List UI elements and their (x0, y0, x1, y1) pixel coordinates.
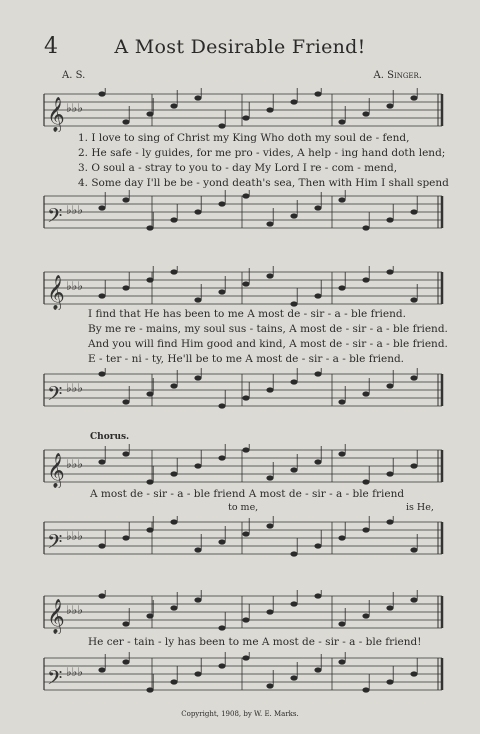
verse-1-line-2: I find that He has been to me A most de - sir - a - ble friend. (88, 308, 406, 320)
note-head (290, 379, 297, 384)
music-credit: A. Singer. (373, 70, 422, 81)
note-head (410, 463, 417, 468)
note-head (242, 395, 249, 400)
note-head (338, 535, 345, 540)
note-head (314, 459, 321, 464)
verse-4-line-2: E - ter - ni - ty, He'll be to me A most de - sir - a - ble friend. (88, 353, 405, 365)
key-signature-icon: ♭♭♭ (66, 457, 83, 471)
note-head (170, 679, 177, 684)
note-head (314, 667, 321, 672)
note-head (314, 91, 321, 96)
note-head (362, 527, 369, 532)
note-head (194, 547, 201, 552)
note-head (410, 297, 417, 302)
staff-system-3-bass (42, 516, 444, 560)
note-head (170, 383, 177, 388)
note-head (218, 123, 225, 128)
note-head (410, 375, 417, 380)
chorus-line-1: A most de - sir - a - ble friend A most de - sir - a - ble friend (90, 488, 405, 500)
note-head (266, 523, 273, 528)
staff-system-2-treble (42, 266, 444, 310)
note-head (146, 225, 153, 230)
copyright-notice: Copyright, 1908, by W. E. Marks. (181, 710, 299, 718)
note-head (386, 103, 393, 108)
bass-clef-icon: 𝄢 (47, 204, 63, 232)
note-head (290, 467, 297, 472)
note-head (386, 471, 393, 476)
note-head (170, 269, 177, 274)
note-head (146, 687, 153, 692)
note-head (98, 543, 105, 548)
verse-1-line-1: 1. I love to sing of Christ my King Who doth my soul de - fend, (78, 132, 410, 144)
note-head (122, 119, 129, 124)
note-head (362, 391, 369, 396)
note-head (242, 281, 249, 286)
staff-system-4-bass (42, 652, 444, 696)
treble-clef-icon: 𝄞 (47, 599, 65, 634)
note-head (266, 683, 273, 688)
note-head (266, 475, 273, 480)
key-signature-icon: ♭♭♭ (66, 279, 83, 293)
bass-clef-icon: 𝄢 (47, 382, 63, 410)
note-head (290, 601, 297, 606)
note-head (98, 459, 105, 464)
note-head (218, 539, 225, 544)
treble-clef-icon: 𝄞 (47, 453, 65, 488)
note-head (338, 621, 345, 626)
note-head (362, 479, 369, 484)
note-head (122, 621, 129, 626)
note-head (410, 597, 417, 602)
note-head (98, 205, 105, 210)
note-head (290, 213, 297, 218)
note-head (146, 527, 153, 532)
note-head (266, 107, 273, 112)
note-head (98, 371, 105, 376)
note-head (146, 479, 153, 484)
note-head (194, 95, 201, 100)
note-head (242, 447, 249, 452)
note-head (98, 91, 105, 96)
key-signature-icon: ♭♭♭ (66, 603, 83, 617)
key-signature-icon: ♭♭♭ (66, 101, 83, 115)
note-head (410, 209, 417, 214)
staff-system-3-treble (42, 444, 444, 488)
note-head (122, 535, 129, 540)
words-credit: A. S. (62, 70, 86, 81)
chorus-line-2: He cer - tain - ly has been to me A most de - sir - a - ble friend! (88, 636, 422, 648)
note-head (194, 375, 201, 380)
note-head (386, 269, 393, 274)
note-head (242, 655, 249, 660)
key-signature-icon: ♭♭♭ (66, 203, 83, 217)
staff-system-1-treble (42, 88, 444, 132)
note-head (410, 547, 417, 552)
note-head (314, 205, 321, 210)
note-head (218, 663, 225, 668)
note-head (170, 471, 177, 476)
note-head (362, 225, 369, 230)
note-head (170, 217, 177, 222)
note-head (338, 399, 345, 404)
note-head (194, 463, 201, 468)
note-head (386, 383, 393, 388)
note-head (122, 451, 129, 456)
verse-2-line-1: 2. He safe - ly guides, for me pro - vides, A help - ing hand doth lend; (78, 147, 446, 159)
key-signature-icon: ♭♭♭ (66, 381, 83, 395)
note-head (242, 531, 249, 536)
note-head (146, 277, 153, 282)
note-head (170, 519, 177, 524)
note-head (242, 617, 249, 622)
chorus-label: Chorus. (90, 432, 130, 442)
note-head (194, 597, 201, 602)
note-head (362, 687, 369, 692)
note-head (386, 519, 393, 524)
note-head (362, 277, 369, 282)
verse-3-line-2: And you will find Him good and kind, A most de - sir - a - ble friend. (88, 338, 448, 350)
note-head (98, 667, 105, 672)
note-head (122, 659, 129, 664)
staff-system-1-bass (42, 190, 444, 234)
key-signature-icon: ♭♭♭ (66, 529, 83, 543)
note-head (338, 285, 345, 290)
note-head (314, 543, 321, 548)
note-head (170, 103, 177, 108)
note-head (290, 301, 297, 306)
note-head (338, 451, 345, 456)
note-head (314, 593, 321, 598)
page-number: 4 (44, 34, 58, 59)
note-head (122, 285, 129, 290)
note-head (314, 293, 321, 298)
note-head (218, 289, 225, 294)
note-head (98, 593, 105, 598)
note-head (362, 111, 369, 116)
note-head (290, 99, 297, 104)
note-head (338, 659, 345, 664)
note-head (170, 605, 177, 610)
treble-clef-icon: 𝄞 (47, 97, 65, 132)
note-head (410, 95, 417, 100)
note-head (266, 273, 273, 278)
note-head (266, 609, 273, 614)
note-head (146, 111, 153, 116)
note-head (362, 613, 369, 618)
note-head (242, 193, 249, 198)
note-head (266, 387, 273, 392)
note-head (218, 455, 225, 460)
note-head (218, 403, 225, 408)
note-head (194, 671, 201, 676)
note-head (290, 551, 297, 556)
note-head (314, 371, 321, 376)
note-head (242, 115, 249, 120)
note-head (386, 605, 393, 610)
note-head (266, 221, 273, 226)
note-head (338, 119, 345, 124)
note-head (218, 625, 225, 630)
hymn-title: A Most Desirable Friend! (114, 36, 366, 58)
verse-3-line-1: 3. O soul a - stray to you to - day My Lord I re - com - mend, (78, 162, 398, 174)
key-signature-icon: ♭♭♭ (66, 665, 83, 679)
verse-2-line-2: By me re - mains, my soul sus - tains, A most de - sir - a - ble friend. (88, 323, 448, 335)
verse-4-line-1: 4. Some day I'll be be - yond death's sea, Then with Him I shall spend (78, 177, 449, 189)
staff-system-4-treble (42, 590, 444, 634)
note-head (122, 197, 129, 202)
treble-clef-icon: 𝄞 (47, 275, 65, 310)
note-head (146, 613, 153, 618)
note-head (194, 209, 201, 214)
note-head (410, 671, 417, 676)
note-head (146, 391, 153, 396)
chorus-echo-2: is He, (406, 502, 434, 513)
note-head (194, 297, 201, 302)
note-head (386, 679, 393, 684)
note-head (290, 675, 297, 680)
staff-system-2-bass (42, 368, 444, 412)
bass-clef-icon: 𝄢 (47, 530, 63, 558)
bass-clef-icon: 𝄢 (47, 666, 63, 694)
note-head (386, 217, 393, 222)
chorus-echo-1: to me, (228, 502, 259, 513)
note-head (122, 399, 129, 404)
note-head (98, 293, 105, 298)
note-head (338, 197, 345, 202)
note-head (218, 201, 225, 206)
